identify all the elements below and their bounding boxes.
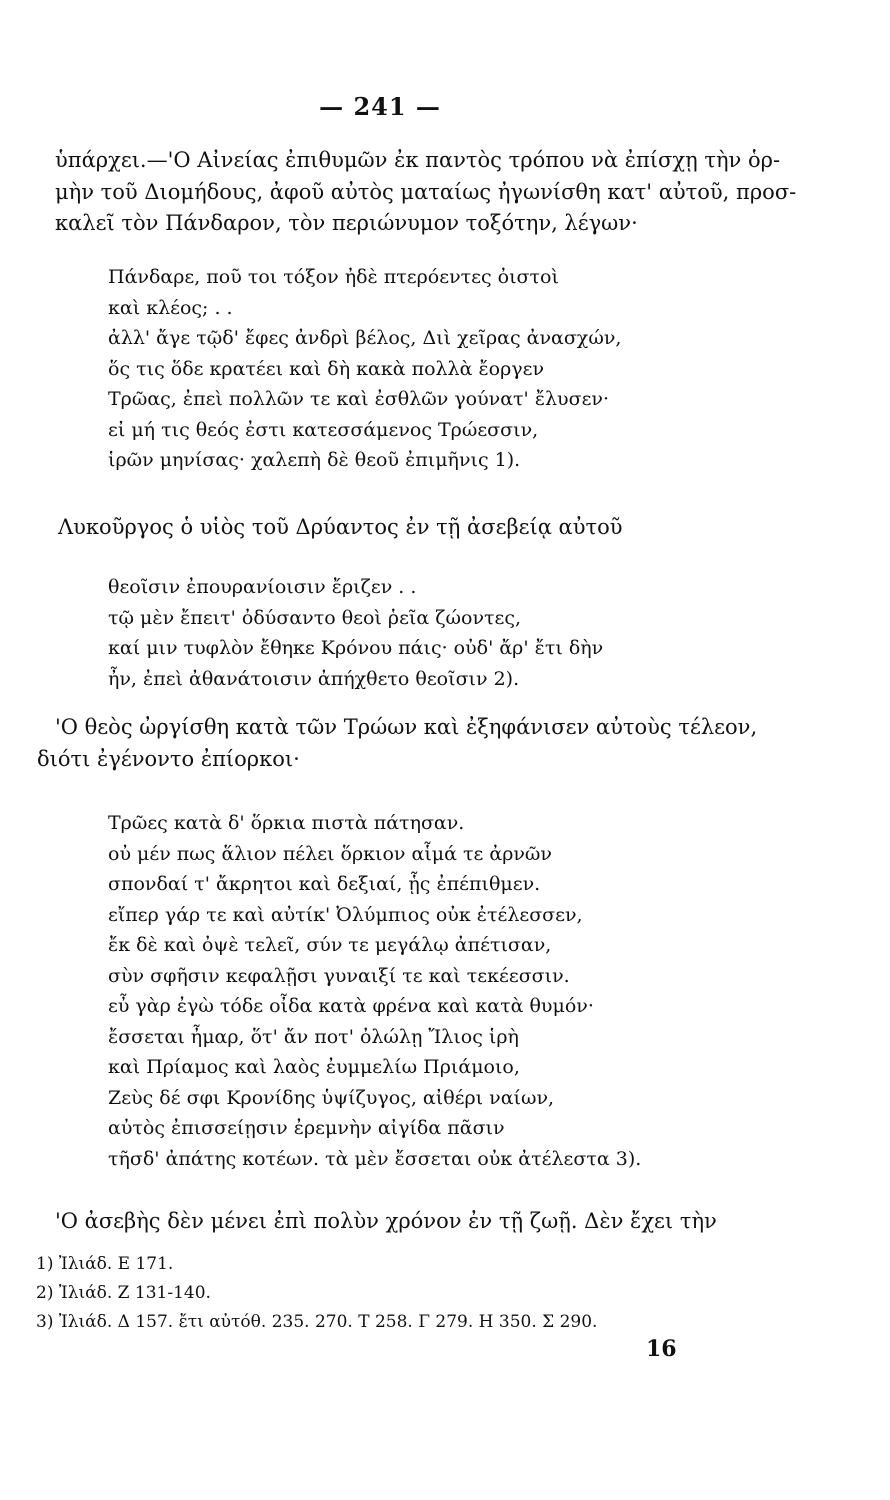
text-line: μὴν τοῦ Διομήδους, ἀφοῦ αὐτὸς ματαίως ἠγωνίσθη κατ' αὐτοῦ, προσ- xyxy=(55,179,797,204)
footnotes xyxy=(36,1250,736,1337)
paragraph-3 xyxy=(37,712,758,775)
verse-line: Πάνδαρε, ποῦ τοι τόξον ἠδὲ πτερόεντες ὀιστοὶ xyxy=(108,266,559,288)
signature-mark: 16 xyxy=(646,1336,677,1362)
footnote: 3) Ἰλιάδ. Δ 157. ἔτι αὐτόθ. 235. 270. Τ 258. Γ 279. Η 350. Σ 290. xyxy=(36,1312,598,1332)
verse-line: ἦν, ἐπεὶ ἀθανάτοισιν ἀπήχθετο θεοῖσιν 2). xyxy=(108,667,520,690)
verse-line: εἴπερ γάρ τε καὶ αὐτίκ' Ὀλύμπιος οὐκ ἐτέλεσσεν, xyxy=(108,903,583,926)
page-number: — 241 — xyxy=(319,92,441,121)
text-line: καλεῖ τὸν Πάνδαρον, τὸν περιώνυμον τοξότην, λέγων· xyxy=(55,211,638,235)
footnote: 1) Ἰλιάδ. Ε 171. xyxy=(36,1254,174,1274)
verse-line: καὶ κλέος; . . xyxy=(108,296,233,319)
verse-line: καί μιν τυφλὸν ἔθηκε Κρόνου πάις· οὐδ' ἄρ' ἔτι δὴν xyxy=(108,637,604,659)
verse-line: ἔσσεται ἦμαρ, ὅτ' ἄν ποτ' ὀλώλῃ Ἴλιος ἱρὴ xyxy=(108,1025,519,1048)
verse-line: σπονδαί τ' ἄκρητοι καὶ δεξιαί, ᾗς ἐπέπιθμεν. xyxy=(108,873,541,895)
verse-line: ἱρῶν μηνίσας· χαλεπὴ δὲ θεοῦ ἐπιμῆνις 1). xyxy=(108,449,521,471)
verse-line: Τρῶας, ἐπεὶ πολλῶν τε καὶ ἐσθλῶν γούνατ' ἔλυσεν· xyxy=(108,388,610,410)
paragraph-1 xyxy=(55,145,797,240)
verse-block-2 xyxy=(108,572,708,694)
footnote: 2) Ἰλιάδ. Ζ 131-140. xyxy=(36,1283,211,1303)
verse-line: ἀλλ' ἄγε τῷδ' ἔφες ἀνδρὶ βέλος, Διὶ χεῖρας ἀνασχών, xyxy=(108,327,622,349)
verse-line: εἰ μή τις θεός ἐστι κατεσσάμενος Τρώεσσιν, xyxy=(108,418,539,441)
verse-line: τῆσδ' ἀπάτης κοτέων. τὰ μὲν ἔσσεται οὐκ ἀτέλεστα 3). xyxy=(108,1147,642,1170)
verse-line: ἔκ δὲ καὶ ὀψὲ τελεῖ, σύν τε μεγάλῳ ἀπέτισαν, xyxy=(108,934,552,956)
verse-line: σὺν σφῆσιν κεφαλῇσι γυναιξί τε καὶ τεκέεσσιν. xyxy=(108,964,570,987)
verse-block-3 xyxy=(108,808,708,1174)
verse-line: εὖ γὰρ ἐγὼ τόδε οἶδα κατὰ φρένα καὶ κατὰ θυμόν· xyxy=(108,995,594,1017)
text-line: ὑπάρχει.—'Ο Αἰνείας ἐπιθυμῶν ἐκ παντὸς τρόπου νὰ ἐπίσχῃ τὴν ὁρ- xyxy=(55,148,781,172)
text-line: 'Ο ἀσεβὴς δὲν μένει ἐπὶ πολὺν χρόνον ἐν τῇ ζωῇ. Δὲν ἔχει τὴν xyxy=(55,1209,717,1233)
verse-line: καὶ Πρίαμος καὶ λαὸς ἐυμμελίω Πριάμοιο, xyxy=(108,1056,520,1078)
verse-block-1 xyxy=(108,262,708,476)
verse-line: Τρῶες κατὰ δ' ὅρκια πιστὰ πάτησαν. xyxy=(108,812,465,834)
paragraph-2 xyxy=(58,512,738,544)
text-line: 'Ο θεὸς ὠργίσθη κατὰ τῶν Τρώων καὶ ἐξηφάνισεν αὐτοὺς τέλεον, xyxy=(55,715,758,739)
verse-line: τῷ μὲν ἔπειτ' ὀδύσαντο θεοὶ ῥεῖα ζώοντες, xyxy=(108,606,522,629)
text-line: διότι ἐγένοντο ἐπίορκοι· xyxy=(37,746,300,771)
verse-line: οὐ μέν πως ἅλιον πέλει ὅρκιον αἷμά τε ἀρνῶν xyxy=(108,842,552,865)
text-line: Λυκοῦργος ὁ υἱὸς τοῦ Δρύαντος ἐν τῇ ἀσεβείᾳ αὐτοῦ xyxy=(58,515,623,539)
verse-line: Ζεὺς δέ σφι Κρονίδης ὑψίζυγος, αἰθέρι ναίων, xyxy=(108,1086,555,1109)
verse-line: ὅς τις ὅδε κρατέει καὶ δὴ κακὰ πολλὰ ἔοργεν xyxy=(108,357,545,380)
verse-line: θεοῖσιν ἐπουρανίοισιν ἔριζεν . . xyxy=(108,576,417,598)
paragraph-4 xyxy=(55,1206,735,1238)
verse-line: αὐτὸς ἐπισσείῃσιν ἐρεμνὴν αἰγίδα πᾶσιν xyxy=(108,1117,505,1139)
